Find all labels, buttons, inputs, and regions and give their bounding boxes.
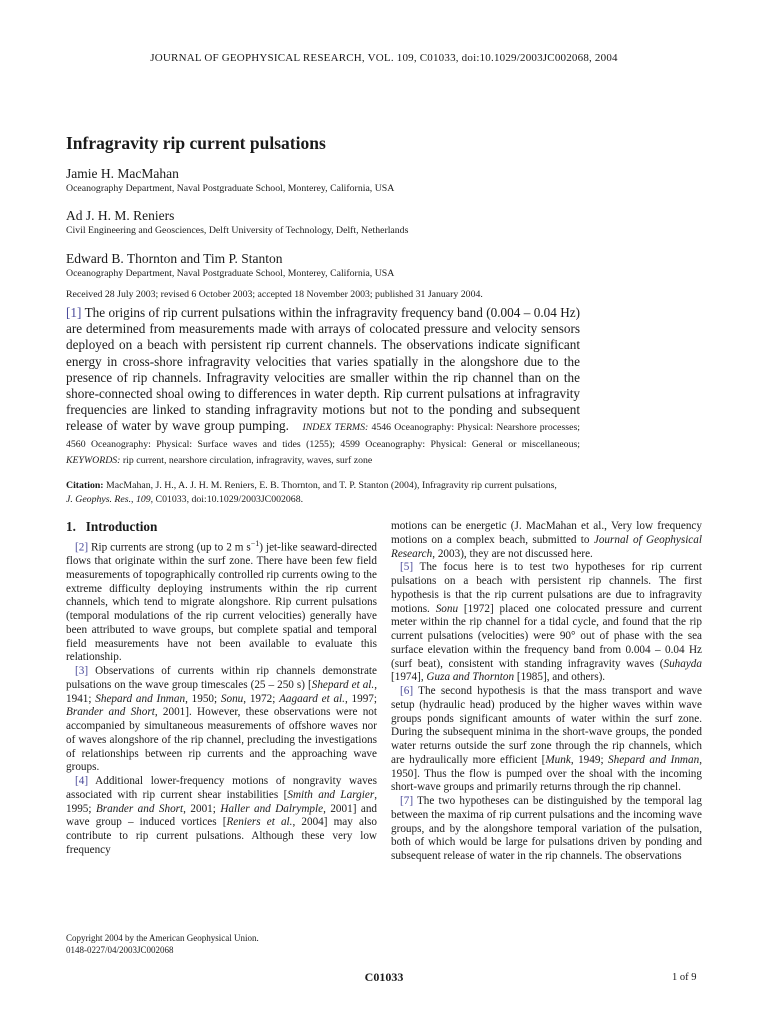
section-heading <box>66 520 377 534</box>
text: Rip currents are strong (up to 2 m s <box>91 541 251 554</box>
copyright-notice <box>66 933 259 956</box>
text: , 1997; <box>344 692 378 705</box>
keywords-label: KEYWORDS: <box>66 454 121 466</box>
paper-title: Infragravity rip current pulsations <box>66 133 326 153</box>
index-terms: 4546 Oceanography: Physical: Nearshore processes; 4560 Oceanography: Physical: Surface waves and tides (1255); 4599 Oceanography: Physical: General or miscellaneous; <box>66 422 580 450</box>
text: , 1950; <box>185 692 221 705</box>
paragraph-number: [4] <box>75 775 89 788</box>
keywords: rip current, nearshore circulation, infragravity, waves, surf zone <box>122 454 373 466</box>
paragraph-4 <box>66 775 377 858</box>
author-name: Edward B. Thornton and Tim P. Stanton <box>66 251 283 266</box>
paragraph-number: [7] <box>400 795 414 807</box>
author-name: Ad J. H. M. Reniers <box>66 208 175 223</box>
reference: Sonu <box>220 692 244 705</box>
text: [1974], <box>391 671 427 684</box>
received-dates: Received 28 July 2003; revised 6 October 2003; accepted 18 November 2003; published 31 January 2004. <box>66 289 483 300</box>
author-affiliation: Oceanography Department, Naval Postgraduate School, Monterey, California, USA <box>66 183 395 194</box>
text: , 2001] and wave group – induced vortices [ <box>66 802 378 829</box>
text: , 2001]. However, these observations were not accompanied by simultaneous measurements of offshore waves nor of waves alongshore of the rip channel, precluding the investigations of relationships between rip currents and the approaching wave groups. <box>66 706 377 774</box>
text: Observations of currents within rip channels demonstrate pulsations on the wave group timescales (25 – 250 s) [ <box>66 665 377 691</box>
text: , 1941; <box>66 678 377 705</box>
text: The second hypothesis is that the mass transport and wave setup (hydraulic head) produced by the higher waves within wave groups ponds significant amounts of water within the surf zone. During the subsequent minima in the short-wave groups, the ponded water returns outside the surf zone through the rip channels, which are hydraulically more efficient [ <box>391 685 702 766</box>
footer-page-number: 1 of 9 <box>672 972 697 983</box>
paragraph-2 <box>66 537 377 665</box>
abstract-text: The origins of rip current pulsations within the infragravity frequency band (0.004 – 0.04 Hz) are determined from measurements made with arrays of colocated pressure and velocity sensors deployed on a beach with persistent rip current channels. The observations indicate significant energy in cross-shore infragravity velocities that varies spatially in the alongshore due to the presence of rip channels. Infragravity velocities are smaller within the rip channel than on the shore-connected shoal owing to differences in water depth. Rip current pulsations at infragravity frequencies are linked to standing infragravity motions but not to the ponding and subsequent release of water by wave group pumping. <box>66 305 580 434</box>
paragraph-number: [2] <box>75 541 89 554</box>
reference: Suhayda <box>663 657 702 670</box>
text: , 2004] may also contribute to rip current pulsations. Although these very low frequency <box>66 816 378 856</box>
text: The two hypotheses can be distinguished by the temporal lag between the maxima of rip current pulsations and the incoming wave groups, and by the alongshore temporal variation of the pulsation, both of which would be large for pulsations driven by ponding and subsequent release of water in the rip channels. The observations <box>391 795 702 862</box>
paragraph-7 <box>391 795 702 864</box>
text: Additional lower-frequency motions of nongravity waves associated with rip current shear instabilities [ <box>66 775 377 801</box>
paragraph-number: [3] <box>75 665 89 678</box>
author-name: Jamie H. MacMahan <box>66 166 179 181</box>
body-column-right <box>391 520 702 864</box>
reference: Smith and Largier <box>287 788 375 801</box>
text: The focus here is to test two hypotheses for rip current pulsations on a beach with persistent rip channels. The first hypothesis is that the rip current pulsations are due to infragravity motions. <box>391 561 702 615</box>
journal-header: JOURNAL OF GEOPHYSICAL RESEARCH, VOL. 109, C01033, doi:10.1029/2003JC002068, 2004 <box>150 52 618 64</box>
paragraph-number: [6] <box>400 685 414 697</box>
copyright-text: Copyright 2004 by the American Geophysical Union. <box>66 933 259 943</box>
paragraph-4-continued <box>391 520 702 561</box>
issn-text: 0148-0227/04/2003JC002068 <box>66 944 174 955</box>
paragraph-3 <box>66 665 377 775</box>
section-title: Introduction <box>85 519 158 534</box>
section-number: 1. <box>66 519 76 534</box>
body-column-left <box>66 520 377 858</box>
citation-rest: , C01033, doi:10.1029/2003JC002068. <box>150 493 304 505</box>
footer-article-id: C01033 <box>364 970 404 984</box>
reference: Munk <box>545 753 571 766</box>
reference: Journal of Geophysical Research <box>391 533 702 560</box>
reference: Brander and Short <box>66 706 155 719</box>
text: motions can be energetic (J. MacMahan et al., Very low frequency motions on a complex beach, submitted to <box>391 520 702 546</box>
index-terms-label: INDEX TERMS: <box>302 422 369 434</box>
text: [1972] placed one colocated pressure and current meter within the rip channel for a tidal cycle, and found that the rip current pulsations (velocities) were 90° out of phase with the sea surface elevation within the frequency band from 0.004 – 0.04 Hz (surf beat), consistent with standing infragravity waves ( <box>391 602 702 670</box>
text: , 1950]. Thus the flow is pumped over the shoal with the incoming short-wave groups and primarily returns through the rip channel. <box>391 753 702 794</box>
text: , 1972; <box>243 692 280 705</box>
paragraph-number: [1] <box>66 305 82 320</box>
text: , 1949; <box>570 753 609 766</box>
citation-sep: , <box>131 493 136 505</box>
text: , 1995; <box>66 788 377 815</box>
text: , 2001; <box>183 802 221 815</box>
author-affiliation: Civil Engineering and Geosciences, Delft University of Technology, Delft, Netherlands <box>66 225 409 236</box>
superscript: −1 <box>250 538 260 548</box>
citation-text: MacMahan, J. H., A. J. H. M. Reniers, E. B. Thornton, and T. P. Stanton (2004), Infragravity rip current pulsations, <box>106 480 557 491</box>
citation-label: Citation: <box>66 480 104 491</box>
text: [1985], and others). <box>514 671 606 684</box>
reference: Shepard and Inman <box>95 692 186 705</box>
citation <box>66 479 706 506</box>
text: , 2003), they are not discussed here. <box>432 547 593 560</box>
citation-volume: 109 <box>135 493 151 505</box>
reference: Brander and Short <box>95 802 184 815</box>
paragraph-number: [5] <box>400 561 414 574</box>
reference: Haller and Dalrymple <box>220 802 324 815</box>
paragraph-5 <box>391 561 702 685</box>
author-affiliation: Oceanography Department, Naval Postgraduate School, Monterey, California, USA <box>66 268 395 279</box>
abstract <box>66 305 580 467</box>
text: ) jet-like seaward-directed flows that originate within the surf zone. There have been few field measurements of topographically controlled rip currents owing to the extreme difficulty deploying instruments within the rip current channels, which tend to migrate alongshore. Rip current pulsations (temporal modulations of the rip current velocities) generally have been attributed to wave groups, but complete spatial and temporal field measurements have not been available to evaluate this relationship. <box>66 541 378 664</box>
reference: Shepard et al. <box>311 678 375 691</box>
reference: Sonu <box>435 602 459 615</box>
reference: Guza and Thornton <box>426 671 515 684</box>
paragraph-6 <box>391 685 702 795</box>
reference: Reniers et al. <box>226 816 293 829</box>
reference: Aagaard et al. <box>279 692 345 705</box>
citation-journal: J. Geophys. Res. <box>66 493 132 505</box>
reference: Shepard and Inman <box>608 753 700 766</box>
